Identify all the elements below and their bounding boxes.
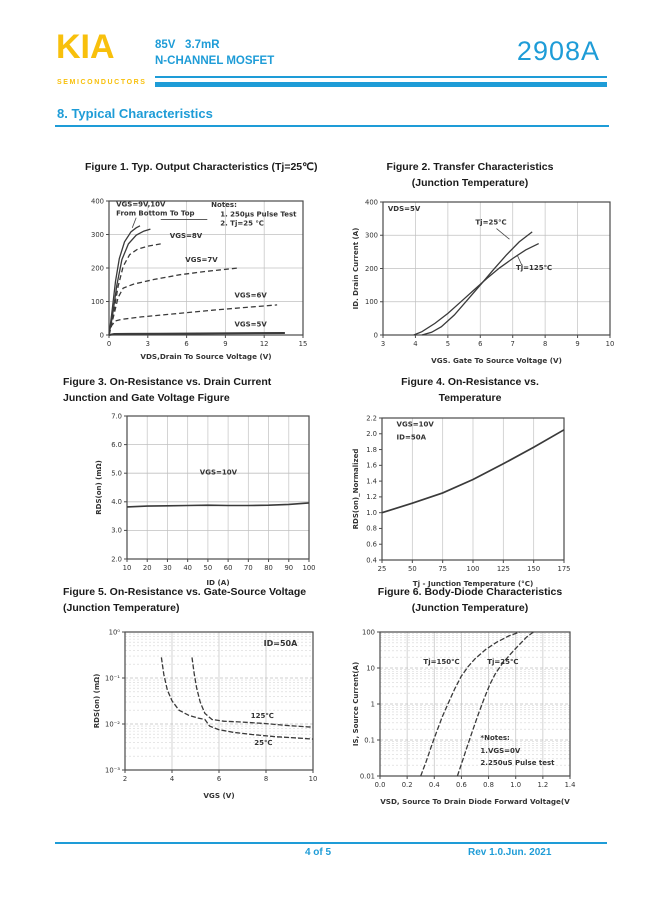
svg-text:100: 100: [91, 297, 104, 306]
svg-text:Tj=25℃: Tj=25℃: [487, 657, 519, 666]
section-heading: 8. Typical Characteristics: [55, 106, 609, 127]
svg-text:8: 8: [542, 340, 548, 348]
chart-svg-4: [350, 410, 574, 590]
figure2-chart: [350, 195, 625, 372]
svg-text:60: 60: [223, 564, 233, 572]
figure6-title: [350, 585, 590, 620]
svg-text:7.0: 7.0: [111, 412, 122, 421]
svg-text:ID. Drain Current (A): ID. Drain Current (A): [352, 227, 360, 310]
svg-text:10⁻²: 10⁻²: [105, 720, 120, 729]
figure5-title-line2: (Junction Temperature): [63, 601, 180, 614]
svg-text:1.0: 1.0: [510, 781, 522, 789]
svg-text:0: 0: [373, 331, 378, 340]
svg-text:1.8: 1.8: [366, 445, 377, 454]
logo-subtitle: SEMICONDUCTORS: [57, 79, 147, 86]
svg-text:VGS=7V: VGS=7V: [185, 255, 218, 264]
figure-1: [55, 160, 350, 375]
svg-text:0.1: 0.1: [364, 736, 375, 745]
chart-svg-6: [350, 624, 582, 808]
svg-text:10⁻³: 10⁻³: [105, 766, 120, 775]
figure6-title-line2: (Junction Temperature): [411, 601, 529, 614]
svg-text:VGS=10V: VGS=10V: [199, 468, 238, 477]
svg-text:RDS(on) (mΩ): RDS(on) (mΩ): [93, 673, 101, 729]
page-number: 4 of 5: [304, 847, 332, 858]
figure6-chart: [350, 624, 625, 813]
svg-text:ID=50A: ID=50A: [396, 433, 427, 442]
svg-text:8: 8: [263, 775, 269, 783]
svg-text:50: 50: [203, 564, 213, 572]
svg-text:100: 100: [365, 298, 378, 307]
svg-text:300: 300: [91, 230, 104, 239]
svg-text:12: 12: [259, 340, 269, 348]
svg-text:2: 2: [122, 775, 128, 783]
svg-text:7: 7: [510, 340, 515, 348]
svg-text:200: 200: [91, 264, 104, 273]
figure4-title-line1: Figure 4. On-Resistance vs.: [401, 376, 539, 388]
svg-text:Tj - Junction Temperature (°C): Tj - Junction Temperature (°C): [412, 579, 534, 588]
svg-text:10: 10: [122, 564, 132, 572]
figure4-chart: [350, 410, 625, 595]
device-spec: [155, 37, 274, 69]
svg-text:From Bottom To Top: From Bottom To Top: [116, 209, 195, 218]
spec-type-line: N-CHANNEL MOSFET: [155, 55, 275, 68]
svg-text:Notes:: Notes:: [211, 201, 237, 210]
svg-text:90: 90: [284, 564, 294, 572]
chart-svg-3: [93, 410, 317, 589]
svg-text:15: 15: [298, 340, 308, 348]
svg-text:175: 175: [557, 565, 571, 573]
svg-text:10: 10: [308, 775, 318, 783]
svg-text:30: 30: [163, 564, 172, 572]
svg-text:5: 5: [445, 340, 451, 348]
figure3-title: [55, 375, 350, 410]
svg-text:VGS (V): VGS (V): [203, 791, 235, 800]
svg-text:70: 70: [244, 564, 253, 572]
svg-text:VGS=9V,10V: VGS=9V,10V: [116, 200, 166, 209]
svg-text:125℃: 125℃: [250, 712, 274, 721]
header-rule-thin: [155, 76, 607, 78]
figure1-title: [55, 160, 350, 195]
svg-text:125: 125: [496, 565, 510, 573]
svg-text:VGS=8V: VGS=8V: [169, 231, 203, 240]
svg-text:1.2: 1.2: [366, 493, 377, 502]
svg-text:4: 4: [413, 340, 418, 348]
svg-text:2. Tj=25 ℃: 2. Tj=25 ℃: [220, 219, 264, 228]
svg-text:0: 0: [106, 340, 112, 348]
svg-text:200: 200: [365, 264, 378, 273]
svg-text:0.8: 0.8: [366, 524, 377, 533]
svg-text:Tj=150℃: Tj=150℃: [423, 657, 460, 666]
svg-text:IS, Source Current(A): IS, Source Current(A): [352, 661, 360, 747]
svg-text:0.4: 0.4: [428, 781, 440, 789]
svg-text:0.4: 0.4: [366, 556, 377, 565]
figure4-title-line2: Temperature: [438, 391, 502, 404]
svg-text:10⁰: 10⁰: [108, 628, 120, 637]
svg-text:4.0: 4.0: [111, 498, 122, 507]
footer-rule: [55, 842, 607, 844]
part-number: 2908A: [516, 36, 600, 66]
svg-text:1.4: 1.4: [564, 781, 576, 789]
figure-5: [55, 585, 350, 820]
svg-text:25: 25: [377, 565, 387, 573]
svg-text:RDS(on) (mΩ): RDS(on) (mΩ): [95, 460, 103, 515]
svg-text:6: 6: [216, 775, 222, 783]
svg-text:VSD, Source To Drain Diode For: VSD, Source To Drain Diode Forward Voltage(V: [380, 797, 570, 806]
svg-text:1: 1: [370, 700, 375, 709]
figure2-title-line2: (Junction Temperature): [411, 176, 529, 189]
figure-2: [350, 160, 625, 375]
svg-text:3.0: 3.0: [111, 526, 122, 535]
svg-text:0.01: 0.01: [359, 772, 375, 781]
svg-text:50: 50: [408, 565, 417, 573]
svg-text:150: 150: [527, 565, 541, 573]
svg-text:VGS=5V: VGS=5V: [234, 320, 267, 329]
svg-text:9: 9: [223, 340, 228, 348]
svg-text:4: 4: [169, 775, 175, 783]
svg-text:1.VGS=0V: 1.VGS=0V: [480, 746, 521, 755]
figure-6: [350, 585, 625, 820]
svg-text:6: 6: [184, 340, 189, 348]
figure1-title-line1: Figure 1. Typ. Output Characteristics (Tj=25℃): [85, 161, 318, 173]
header-rule-thick: [155, 82, 607, 87]
svg-text:2.250uS Pulse test: 2.250uS Pulse test: [480, 759, 555, 768]
figure-3: [55, 375, 350, 585]
svg-text:VGS. Gate To Source Voltage (: VGS. Gate To Source Voltage (V): [431, 356, 562, 365]
svg-text:10: 10: [366, 664, 375, 673]
svg-text:2.2: 2.2: [366, 414, 377, 423]
figures-grid: [55, 160, 625, 820]
svg-text:80: 80: [264, 564, 273, 572]
svg-text:400: 400: [365, 198, 378, 207]
svg-text:1.0: 1.0: [366, 508, 377, 517]
svg-text:3: 3: [145, 340, 150, 348]
svg-text:ID (A): ID (A): [206, 578, 230, 587]
svg-text:100: 100: [302, 564, 316, 572]
svg-text:6: 6: [478, 340, 483, 348]
svg-text:ID=50A: ID=50A: [263, 638, 298, 648]
svg-text:0.6: 0.6: [456, 781, 467, 789]
svg-text:Tj=125℃: Tj=125℃: [515, 263, 553, 272]
chart-svg-1: [83, 195, 311, 363]
svg-text:400: 400: [91, 197, 104, 206]
chart-svg-5: [91, 626, 321, 802]
svg-text:1.2: 1.2: [537, 781, 549, 789]
svg-text:0.0: 0.0: [374, 781, 386, 789]
svg-text:0: 0: [99, 331, 104, 340]
figure5-title-line1: Figure 5. On-Resistance vs. Gate-Source Voltage: [63, 586, 307, 598]
svg-text:1.6: 1.6: [366, 461, 377, 470]
svg-text:300: 300: [365, 231, 378, 240]
figure2-title-line1: Figure 2. Transfer Characteristics: [386, 161, 554, 173]
svg-text:1. 250µs Pulse Test: 1. 250µs Pulse Test: [220, 210, 297, 219]
svg-text:VDS=5V: VDS=5V: [387, 204, 421, 213]
figure3-title-line2: Junction and Gate Voltage Figure: [63, 391, 230, 404]
svg-text:0.6: 0.6: [366, 540, 377, 549]
figure5-chart: [91, 626, 350, 807]
svg-text:9: 9: [575, 340, 580, 348]
svg-text:0.2: 0.2: [401, 781, 413, 789]
svg-text:75: 75: [438, 565, 447, 573]
svg-text:VGS=6V: VGS=6V: [234, 291, 267, 300]
svg-text:25℃: 25℃: [254, 738, 273, 747]
svg-text:RDS(on)_Normalized: RDS(on)_Normalized: [352, 448, 360, 530]
svg-text:6.0: 6.0: [111, 440, 122, 449]
svg-text:5.0: 5.0: [111, 469, 122, 478]
figure3-title-line1: Figure 3. On-Resistance vs. Drain Current: [63, 376, 272, 388]
svg-text:100: 100: [362, 628, 375, 637]
svg-text:10⁻¹: 10⁻¹: [105, 674, 120, 683]
svg-text:VDS,Drain To Source Voltage (V: VDS,Drain To Source Voltage (V): [140, 352, 272, 361]
svg-text:20: 20: [142, 564, 152, 572]
figure6-title-line1: Figure 6. Body-Diode Characteristics: [377, 586, 563, 598]
figure2-title: [350, 160, 590, 195]
chart-svg-2: [350, 195, 618, 367]
figure4-title: [350, 375, 590, 410]
svg-text:1.4: 1.4: [366, 477, 377, 486]
svg-text:3: 3: [380, 340, 386, 348]
svg-text:10: 10: [605, 340, 615, 348]
spec-voltage-line: 85V 3.7mR: [155, 39, 220, 51]
revision-label: Rev 1.0.Jun. 2021: [468, 847, 552, 858]
svg-text:*Notes:: *Notes:: [480, 734, 510, 742]
svg-text:40: 40: [183, 564, 192, 572]
svg-text:2.0: 2.0: [111, 555, 122, 564]
svg-text:Tj=25℃: Tj=25℃: [475, 218, 507, 227]
kia-logo: KIA: [56, 28, 115, 66]
figure-4: [350, 375, 625, 588]
figure1-chart: [83, 195, 350, 368]
svg-text:2.0: 2.0: [366, 430, 377, 439]
svg-text:0.8: 0.8: [483, 781, 494, 789]
svg-text:100: 100: [466, 565, 480, 573]
figure5-title: [55, 585, 350, 620]
figure3-chart: [93, 410, 350, 594]
svg-text:VGS=10V: VGS=10V: [396, 420, 434, 429]
